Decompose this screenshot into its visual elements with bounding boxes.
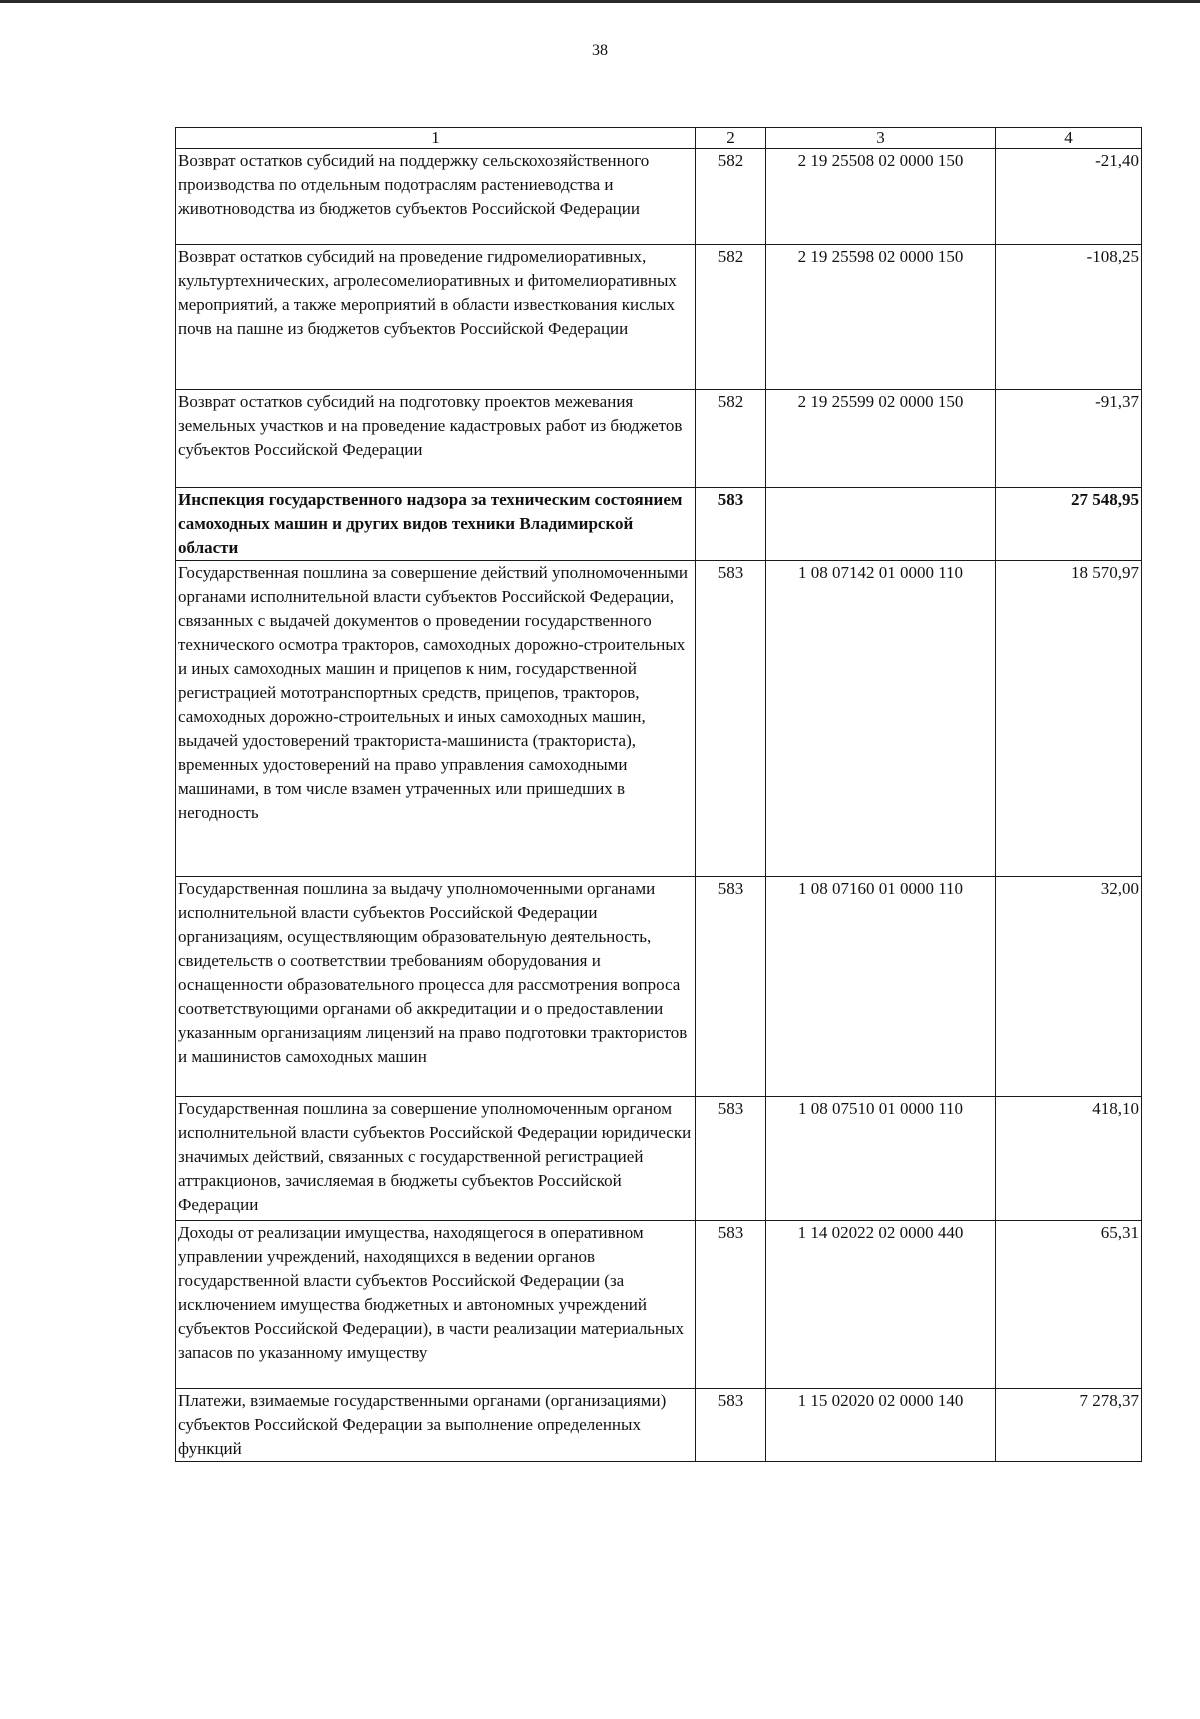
row-admin-code: 583 (696, 561, 766, 877)
row-budget-code: 1 15 02020 02 0000 140 (766, 1389, 996, 1462)
table-row (176, 1097, 1142, 1221)
table-row (176, 149, 1142, 245)
table-row (176, 488, 1142, 561)
row-amount: 7 278,37 (996, 1389, 1142, 1462)
row-admin-code: 583 (696, 1221, 766, 1389)
row-admin-code: 583 (696, 877, 766, 1097)
table-row (176, 877, 1142, 1097)
revenue-table (175, 127, 1142, 1462)
header-col-1: 1 (176, 128, 696, 149)
header-col-3: 3 (766, 128, 996, 149)
row-amount: -91,37 (996, 390, 1142, 488)
table-row (176, 1389, 1142, 1462)
row-budget-code: 2 19 25599 02 0000 150 (766, 390, 996, 488)
row-name: Возврат остатков субсидий на поддержку сельскохозяйственного производства по отдельным подотраслям растениеводства и животноводства из бюджетов субъектов Российской Федерации (176, 149, 696, 245)
row-budget-code: 1 14 02022 02 0000 440 (766, 1221, 996, 1389)
row-amount: 27 548,95 (996, 488, 1142, 561)
row-budget-code: 1 08 07160 01 0000 110 (766, 877, 996, 1097)
row-budget-code: 1 08 07510 01 0000 110 (766, 1097, 996, 1221)
row-admin-code: 583 (696, 488, 766, 561)
row-amount: 65,31 (996, 1221, 1142, 1389)
row-amount: -108,25 (996, 245, 1142, 390)
row-budget-code: 1 08 07142 01 0000 110 (766, 561, 996, 877)
row-budget-code: 2 19 25598 02 0000 150 (766, 245, 996, 390)
row-admin-code: 582 (696, 245, 766, 390)
row-admin-code: 583 (696, 1097, 766, 1221)
row-name: Возврат остатков субсидий на проведение гидромелиоративных, культуртехнических, агролесомелиоративных и фитомелиоративных мероприятий, а также мероприятий в области известкования кислых почв на пашне из бюджетов субъектов Российской Федерации (176, 245, 696, 390)
row-admin-code: 583 (696, 1389, 766, 1462)
row-amount: 418,10 (996, 1097, 1142, 1221)
page-number: 38 (592, 42, 608, 59)
row-budget-code: 2 19 25508 02 0000 150 (766, 149, 996, 245)
top-border-line (0, 0, 1200, 3)
table-row (176, 561, 1142, 877)
row-amount: 18 570,97 (996, 561, 1142, 877)
table-body (176, 149, 1142, 1462)
row-name: Инспекция государственного надзора за техническим состоянием самоходных машин и других видов техники Владимирской области (176, 488, 696, 561)
row-budget-code (766, 488, 996, 561)
row-name: Государственная пошлина за выдачу уполномоченными органами исполнительной власти субъектов Российской Федерации организациям, осуществляющим образовательную деятельность, свидетельств о соответствии требованиям оборудования и оснащенности образовательного процесса для рассмотрения вопроса соответствующими органами об аккредитации и о предоставлении указанным организациям лицензий на право подготовки трактористов и машинистов самоходных машин (176, 877, 696, 1097)
row-amount: 32,00 (996, 877, 1142, 1097)
table-row (176, 390, 1142, 488)
row-admin-code: 582 (696, 149, 766, 245)
table-row (176, 245, 1142, 390)
row-amount: -21,40 (996, 149, 1142, 245)
table-header-row (176, 128, 1142, 149)
row-name: Государственная пошлина за совершение уполномоченным органом исполнительной власти субъектов Российской Федерации юридически значимых действий, связанных с государственной регистрацией аттракционов, зачисляемая в бюджеты субъектов Российской Федерации (176, 1097, 696, 1221)
row-admin-code: 582 (696, 390, 766, 488)
row-name: Государственная пошлина за совершение действий уполномоченными органами исполнительной власти субъектов Российской Федерации, связанных с выдачей документов о проведении государственного технического осмотра тракторов, самоходных дорожно-строительных и иных самоходных машин и прицепов к ним, государственной регистрацией мототранспортных средств, прицепов, тракторов, самоходных дорожно-строительных и иных самоходных машин, выдачей удостоверений тракториста-машиниста (тракториста), временных удостоверений на право управления самоходными машинами, в том числе взамен утраченных или пришедших в негодность (176, 561, 696, 877)
row-name: Возврат остатков субсидий на подготовку проектов межевания земельных участков и на проведение кадастровых работ из бюджетов субъектов Российской Федерации (176, 390, 696, 488)
table-row (176, 1221, 1142, 1389)
row-name: Платежи, взимаемые государственными органами (организациями) субъектов Российской Федерации за выполнение определенных функций (176, 1389, 696, 1462)
row-name: Доходы от реализации имущества, находящегося в оперативном управлении учреждений, находящихся в ведении органов государственной власти субъектов Российской Федерации (за исключением имущества бюджетных и автономных учреждений субъектов Российской Федерации), в части реализации материальных запасов по указанному имуществу (176, 1221, 696, 1389)
header-col-4: 4 (996, 128, 1142, 149)
header-col-2: 2 (696, 128, 766, 149)
